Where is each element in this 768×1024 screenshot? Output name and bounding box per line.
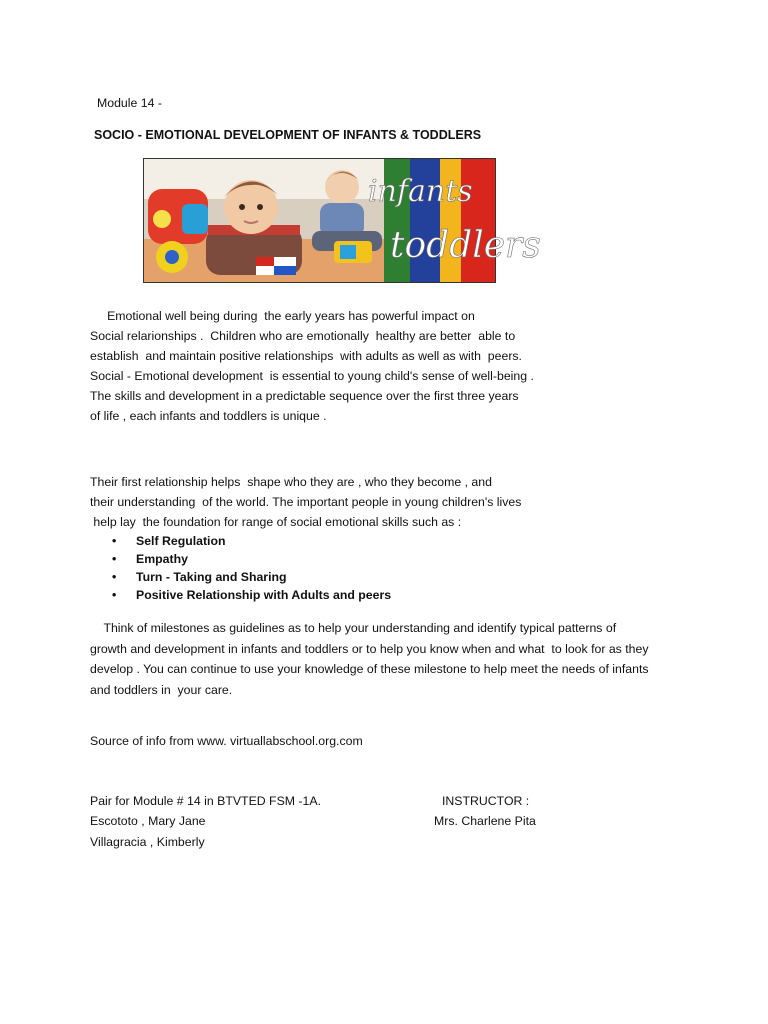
paragraph-line: Think of milestones as guidelines as to help your understanding and identify typical patterns of bbox=[90, 621, 617, 635]
skills-list-item bbox=[112, 551, 188, 567]
bullet-icon: • bbox=[112, 552, 117, 566]
skills-list-item bbox=[112, 533, 226, 549]
bullet-icon: • bbox=[112, 570, 117, 584]
paragraph-line: Social relarionships . Children who are emotionally healthy are better able to bbox=[90, 329, 516, 343]
pair-line: Pair for Module # 14 in BTVTED FSM -1A. bbox=[90, 794, 321, 808]
paragraph-line: The skills and development in a predictable sequence over the first three years bbox=[90, 389, 519, 403]
paragraph-line: and toddlers in your care. bbox=[90, 682, 233, 697]
source-line: Source of info from www. virtuallabschool.org.com bbox=[90, 734, 363, 748]
skill-label: Self Regulation bbox=[136, 534, 226, 548]
document-title: SOCIO - EMOTIONAL DEVELOPMENT OF INFANTS & TODDLERS bbox=[94, 128, 482, 142]
paragraph-line: Their first relationship helps shape who they are , who they become , and bbox=[90, 475, 492, 489]
bullet-icon: • bbox=[112, 534, 117, 548]
paragraph-line: growth and development in infants and toddlers or to help you know when and what to look for as they bbox=[90, 641, 649, 656]
paragraph-line: their understanding of the world. The important people in young children's lives bbox=[90, 495, 522, 509]
module-label: Module 14 - bbox=[97, 96, 162, 110]
skills-list-item bbox=[112, 587, 391, 603]
skills-list-item bbox=[112, 569, 287, 585]
paragraph-line: develop . You can continue to use your knowledge of these milestone to help meet the needs of infants bbox=[90, 662, 649, 676]
student-name: Escototo , Mary Jane bbox=[90, 814, 206, 828]
banner-word-infants: infants bbox=[368, 174, 473, 209]
student-name: Villagracia , Kimberly bbox=[90, 835, 205, 849]
instructor-label: INSTRUCTOR : bbox=[442, 794, 530, 808]
paragraph-line: Social - Emotional development is essential to young child's sense of well-being . bbox=[90, 369, 534, 383]
skill-label: Positive Relationship with Adults and peers bbox=[136, 588, 392, 602]
infants-toddlers-banner-image bbox=[143, 158, 541, 283]
bullet-icon: • bbox=[112, 588, 117, 602]
skill-label: Turn - Taking and Sharing bbox=[136, 570, 287, 584]
skill-label: Empathy bbox=[136, 552, 188, 566]
banner-word-toddlers: toddlers bbox=[390, 225, 541, 266]
instructor-name: Mrs. Charlene Pita bbox=[434, 814, 536, 828]
paragraph-line: establish and maintain positive relationships with adults as well as with peers. bbox=[90, 349, 522, 363]
paragraph-line: Emotional well being during the early years has powerful impact on bbox=[90, 309, 475, 323]
paragraph-line: help lay the foundation for range of social emotional skills such as : bbox=[90, 515, 462, 529]
paragraph-line: of life , each infants and toddlers is unique . bbox=[90, 409, 327, 423]
